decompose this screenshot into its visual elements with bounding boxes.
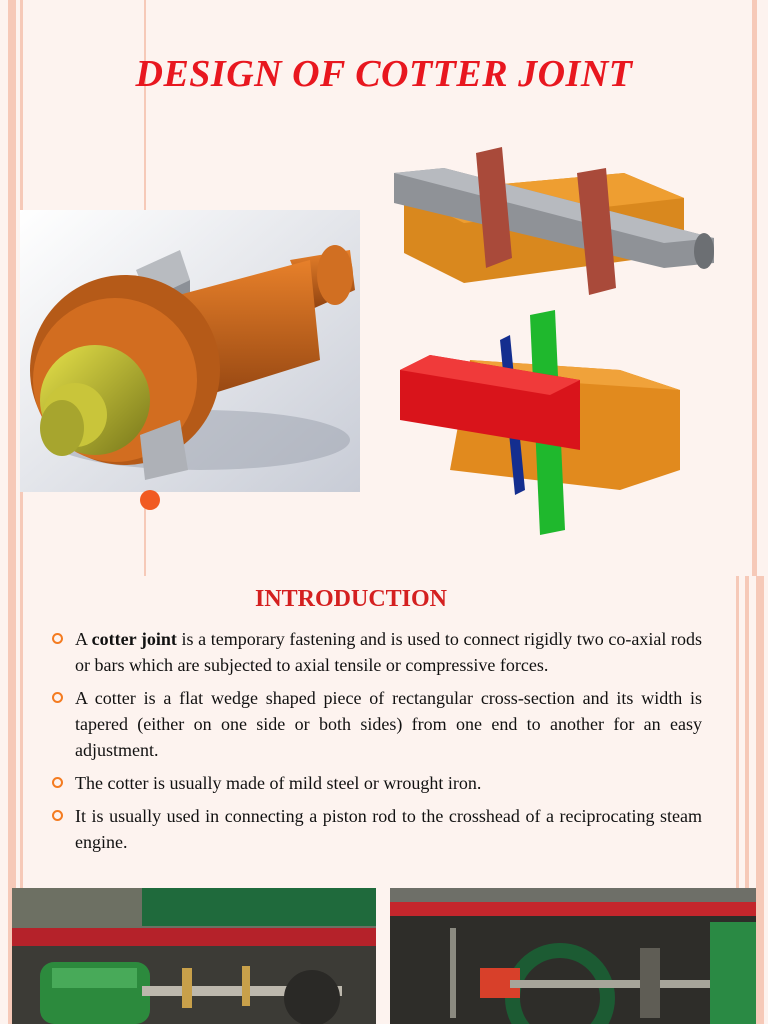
list-item <box>52 685 702 763</box>
bullet-bold: cotter joint <box>91 629 177 649</box>
bullet-icon <box>52 633 63 644</box>
cotter-joint-3d-render <box>20 210 360 492</box>
bullet-text: It is usually used in connecting a piston rod to the crosshead of a reciprocating steam engine. <box>75 806 702 852</box>
bullet-text: A cotter is a flat wedge shaped piece of rectangular cross-section and its width is tapered (either on one side or both sides) from one end to another for an easy adjustment. <box>75 688 702 760</box>
bullet-icon <box>52 692 63 703</box>
slide-title-text: DESIGN OF COTTER JOINT <box>135 53 633 95</box>
bullet-icon <box>52 810 63 821</box>
bullet-prefix: A <box>75 629 92 649</box>
bullet-text: is a temporary fastening and is used to connect rigidly two co-axial rods or bars which are subjected to axial tensile or compressive forces. <box>75 629 702 675</box>
bullet-icon <box>52 777 63 788</box>
steam-engine-crosshead-photo <box>390 888 756 1024</box>
steam-engine-piston-rod-photo <box>12 888 376 1024</box>
list-item <box>52 770 702 796</box>
list-item <box>52 803 702 855</box>
decor-dot <box>140 490 160 510</box>
cotter-joint-sectional-view <box>384 143 724 303</box>
bullet-list <box>52 626 702 862</box>
list-item <box>52 626 702 678</box>
decor-stripe <box>756 576 764 1024</box>
bullet-text: The cotter is usually made of mild steel or wrought iron. <box>75 773 482 793</box>
cotter-joint-exploded-view <box>390 310 690 540</box>
section-heading: INTRODUCTION <box>254 586 448 612</box>
slide-introduction <box>0 576 768 1024</box>
